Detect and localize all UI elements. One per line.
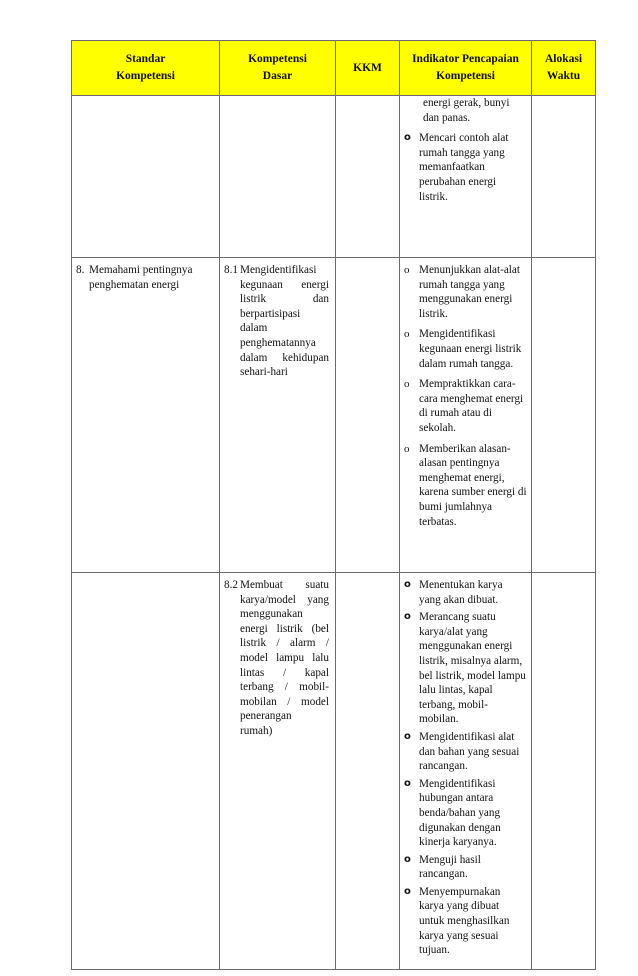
competency-table <box>71 40 596 970</box>
header-line: Waktu <box>546 70 581 82</box>
kd-line: berpartisipasi <box>240 307 301 320</box>
header-line: Kompetensi <box>436 70 495 82</box>
indicator-text: Mempraktikkan cara-cara menghemat energi di rumah atau di sekolah. <box>419 378 524 434</box>
header-standar-kompetensi <box>72 41 220 96</box>
bullet-icon: o <box>404 442 410 455</box>
indicator-text: Mengidentifikasi alat dan bahan yang sesuai rancangan. <box>419 730 520 773</box>
indicator-text: Menyempurnakan karya yang dibuat untuk menghasilkan karya yang sesuai tujuan. <box>419 885 510 957</box>
indicator-item <box>404 777 527 850</box>
header-line: Kompetensi <box>116 70 175 82</box>
kd-line: dalam <box>240 322 268 335</box>
kd-line: Mengidentifikasi <box>240 264 317 276</box>
kd-line: listrik dan <box>240 293 329 306</box>
indicator-text: Memberikan alasan-alasan pentingnya menghemat energi, karena sumber energi di bumi jumlahnya terbatas. <box>419 442 527 528</box>
bullet-icon: o <box>404 132 411 144</box>
kd-line: dalam kehidupan <box>240 351 329 364</box>
bullet-icon: o <box>404 328 410 341</box>
header-line: Standar <box>125 53 166 65</box>
kd-line: listrik / alarm / <box>240 637 329 650</box>
header-line: Dasar <box>262 70 293 82</box>
bullet-icon: o <box>404 853 411 865</box>
cell-kkm <box>336 573 400 970</box>
kd-number: 8.1 <box>224 264 238 276</box>
cell-sk-empty <box>72 96 220 258</box>
header-indikator <box>400 41 532 96</box>
indicator-item <box>404 853 527 882</box>
kd-line: penerangan <box>240 710 292 723</box>
indicator-item <box>404 377 527 435</box>
bullet-icon: o <box>404 777 411 789</box>
indicator-continuation: energi gerak, bunyi dan panas. <box>423 97 510 124</box>
kd-line: karya/model yang <box>240 593 329 606</box>
header-line: Indikator Pencapaian <box>412 53 519 65</box>
kd-line: energi listrik (bel <box>240 622 329 635</box>
header-line: Alokasi <box>544 53 583 65</box>
cell-standar-kompetensi <box>72 573 220 970</box>
cell-alokasi-waktu <box>532 258 596 573</box>
kd-line: model lampu lalu <box>240 651 329 664</box>
indicator-text: Menunjukkan alat-alat rumah tangga yang menggunakan energi listrik. <box>419 264 520 320</box>
cell-alokasi-empty <box>532 96 596 258</box>
indicator-item <box>404 730 527 774</box>
indicator-item <box>404 578 527 607</box>
kd-line: lintas / kapal <box>240 666 329 679</box>
indicator-text: Merancang suatu karya/alat yang menggunakan energi listrik, misalnya alarm, bel listrik, model lampu lalu lintas, kapal terbang, mobil-mobilan. <box>419 611 526 726</box>
bullet-icon: o <box>404 730 411 742</box>
sk-number: 8. <box>76 264 85 276</box>
header-alokasi-waktu <box>532 41 596 96</box>
cell-kkm <box>336 258 400 573</box>
header-kkm <box>336 41 400 96</box>
kd-line: terbang / mobil- <box>240 681 329 694</box>
cell-standar-kompetensi <box>72 258 220 573</box>
cell-kd-empty <box>220 96 336 258</box>
kd-line: Membuat suatu <box>240 579 329 591</box>
bullet-icon: o <box>404 885 411 897</box>
kd-text <box>240 263 331 380</box>
cell-indikator <box>400 573 532 970</box>
header-kompetensi-dasar <box>220 41 336 96</box>
indicator-text: Menguji hasil rancangan. <box>419 853 481 881</box>
table-row <box>72 96 596 258</box>
table-header-row <box>72 41 596 96</box>
bullet-icon: o <box>404 579 411 590</box>
cell-kompetensi-dasar <box>220 258 336 573</box>
cell-alokasi-waktu <box>532 573 596 970</box>
kd-line: rumah) <box>240 724 273 737</box>
bullet-icon: o <box>404 378 410 391</box>
indicator-text: Mencari contoh alat rumah tangga yang memanfaatkan perubahan energi listrik. <box>419 132 509 203</box>
table-row <box>72 258 596 573</box>
indicator-text: Mengidentifikasi kegunaan energi listrik dalam rumah tangga. <box>419 328 522 370</box>
kd-line: penghematannya <box>240 336 316 349</box>
indicator-item <box>404 327 527 371</box>
sk-text: Memahami pentingnya penghematan energi <box>89 264 193 291</box>
kd-text <box>240 578 331 739</box>
indicator-item <box>404 263 527 321</box>
kd-number: 8.2 <box>224 579 238 591</box>
indicator-text: Menentukan karya yang akan dibuat. <box>419 579 503 606</box>
table-row <box>72 573 596 970</box>
kd-line: kegunaan energi <box>240 278 329 291</box>
indicator-item <box>404 885 527 958</box>
cell-indikator <box>400 258 532 573</box>
indicator-item <box>404 442 527 530</box>
kd-line: sehari-hari <box>240 366 288 379</box>
header-line: KKM <box>353 61 382 74</box>
kd-line: menggunakan <box>240 608 303 621</box>
bullet-icon: o <box>404 264 410 276</box>
bullet-icon: o <box>404 611 411 623</box>
header-line: Kompetensi <box>248 53 307 65</box>
indicator-item <box>404 610 527 727</box>
cell-indikator <box>400 96 532 258</box>
cell-kompetensi-dasar <box>220 573 336 970</box>
cell-kkm-empty <box>336 96 400 258</box>
kd-line: mobilan / model <box>240 695 329 708</box>
indicator-text: Mengidentifikasi hubungan antara benda/bahan yang digunakan dengan kinerja karyanya. <box>419 777 501 849</box>
indicator-item <box>404 131 527 204</box>
